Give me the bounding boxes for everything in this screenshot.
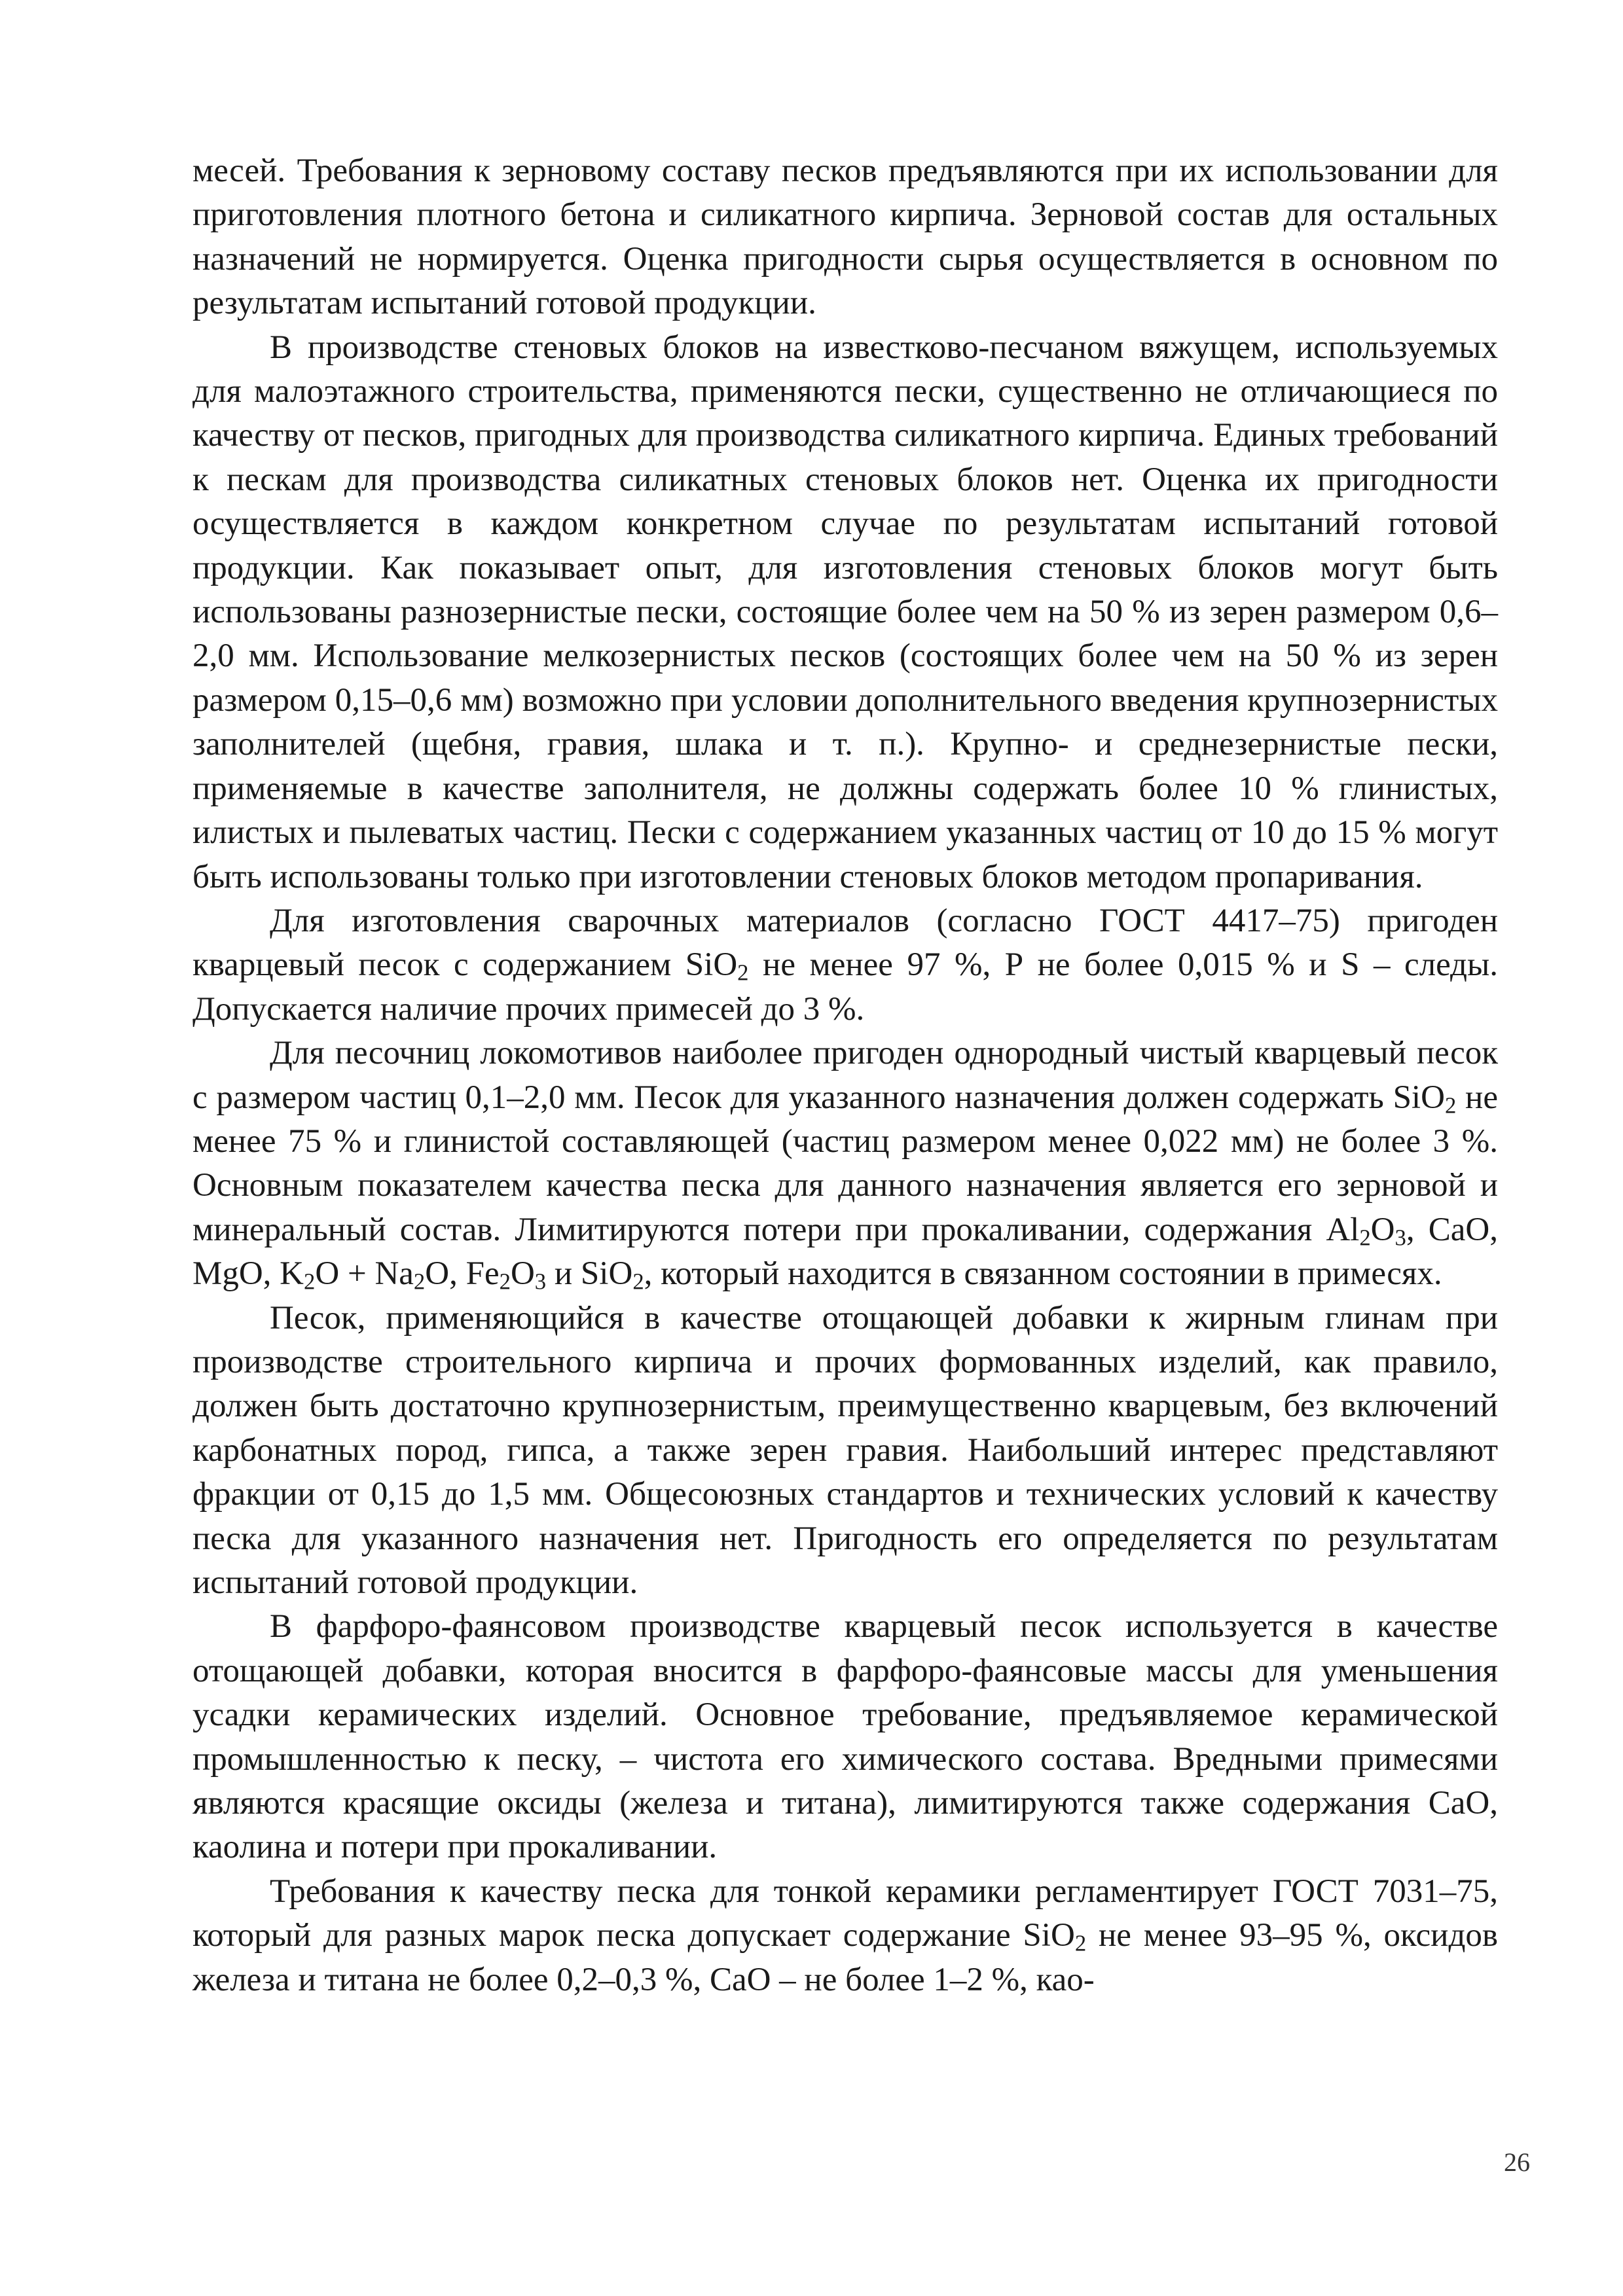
page-number: 26 bbox=[1504, 2147, 1530, 2177]
text-run: не менее 97 %, Р не более 0,015 % и S – следы. Допускается наличие прочих примесей до 3 %. bbox=[192, 946, 1498, 1028]
text-run: В фарфоро-фаянсовом производстве кварцевый песок используется в качестве отощающей добавки, которая вносится в фарфоро-фаянсовые массы для уменьшения усадки керамических изделий. Основное требование, предъявляемое керамической промышленностью к песку, – чистота его химического состава. Вредными примесями являются красящие оксиды (железа и титана), лимитируются также содержания СаО, каолина и потери при прокаливании. bbox=[192, 1608, 1498, 1866]
subscript: 2 bbox=[737, 960, 749, 986]
text-run: В производстве стеновых блоков на известково-песчаном вяжущем, используемых для малоэтажного строительства, применяются пески, существенно не отличающиеся по качеству от песков, пригодных для производства силикатного кирпича. Единых требований к пескам для производства силикатных стеновых блоков нет. Оценка их пригодности осуществляется в каждом конкретном случае по результатам испытаний готовой продукции. Как показывает опыт, для изготовления стеновых блоков могут быть использованы разнозернистые пески, состоящие более чем на 50 % из зерен размером 0,6–2,0 мм. Использование мелкозернистых песков (состоящих более чем на 50 % из зерен размером 0,15–0,6 мм) возможно при условии дополнительного введения крупнозернистых заполнителей (щебня, гравия, шлака и т. п.). Крупно- и среднезернистые пески, применяемые в качестве заполнителя, не должны содержать более 10 % глинистых, илистых и пылеватых частиц. Пески с содержанием указанных частиц от 10 до 15 % могут быть использованы только при изготовлении стеновых блоков методом пропаривания. bbox=[192, 329, 1498, 895]
text-run: , CaO, MgO, K bbox=[192, 1211, 1498, 1293]
subscript: 2 bbox=[499, 1268, 511, 1295]
text-run: O bbox=[1370, 1211, 1395, 1248]
subscript: 2 bbox=[413, 1268, 426, 1295]
paragraph bbox=[192, 326, 1498, 899]
text-run: Требования к качеству песка для тонкой керамики регламентирует ГОСТ 7031–75, который для разных марок песка допускает содержание SiO bbox=[192, 1873, 1498, 1954]
body-text bbox=[192, 149, 1498, 2002]
paragraph bbox=[192, 1297, 1498, 1605]
subscript: 3 bbox=[534, 1268, 547, 1295]
text-run: месей. Требования к зерновому составу песков предъявляются при их использовании для приготовления плотного бетона и силикатного кирпича. Зерновой состав для остальных назначений не нормируется. Оценка пригодности сырья осуществляется в основном по результатам испытаний готовой продукции. bbox=[192, 152, 1498, 322]
text-run: не менее 75 % и глинистой составляющей (частиц размером менее 0,022 мм) не более 3 %. Основным показателем качества песка для данного назначения является его зерновой и минеральный состав. Лимитируются потери при прокаливании, содержания Al bbox=[192, 1079, 1498, 1248]
subscript: 2 bbox=[632, 1268, 644, 1295]
subscript: 2 bbox=[1074, 1930, 1087, 1956]
paragraph bbox=[192, 1870, 1498, 2002]
text-run: Для песочниц локомотивов наиболее пригоден однородный чистый кварцевый песок с размером частиц 0,1–2,0 мм. Песок для указанного назначения должен содержать SiO bbox=[192, 1035, 1498, 1116]
subscript: 2 bbox=[1359, 1225, 1371, 1251]
paragraph bbox=[192, 899, 1498, 1031]
subscript: 3 bbox=[1395, 1225, 1406, 1251]
text-run: O, Fe bbox=[425, 1255, 500, 1293]
paragraph bbox=[192, 1605, 1498, 1869]
subscript: 2 bbox=[1444, 1092, 1457, 1119]
subscript: 2 bbox=[304, 1268, 316, 1295]
text-run: Для изготовления сварочных материалов (согласно ГОСТ 4417–75) пригоден кварцевый песок с содержанием SiO bbox=[192, 902, 1498, 984]
text-run: , который находится в связанном состоянии в примесях. bbox=[644, 1255, 1442, 1293]
text-run: не менее 93–95 %, оксидов железа и титана не более 0,2–0,3 %, CaO – не более 1–2 %, као- bbox=[192, 1917, 1499, 1998]
text-run: и SiO bbox=[546, 1255, 633, 1293]
text-run: O bbox=[510, 1255, 535, 1293]
paragraph bbox=[192, 1031, 1498, 1296]
paragraph bbox=[192, 149, 1498, 326]
text-run: Песок, применяющийся в качестве отощающей добавки к жирным глинам при производстве строительного кирпича и прочих формованных изделий, как правило, должен быть достаточно крупнозернистым, преимущественно кварцевым, без включений карбонатных пород, гипса, а также зерен гравия. Наибольший интерес представляют фракции от 0,15 до 1,5 мм. Общесоюзных стандартов и технических условий к качеству песка для указанного назначения нет. Пригодность его определяется по результатам испытаний готовой продукции. bbox=[192, 1299, 1498, 1601]
text-run: O + Na bbox=[315, 1255, 414, 1293]
